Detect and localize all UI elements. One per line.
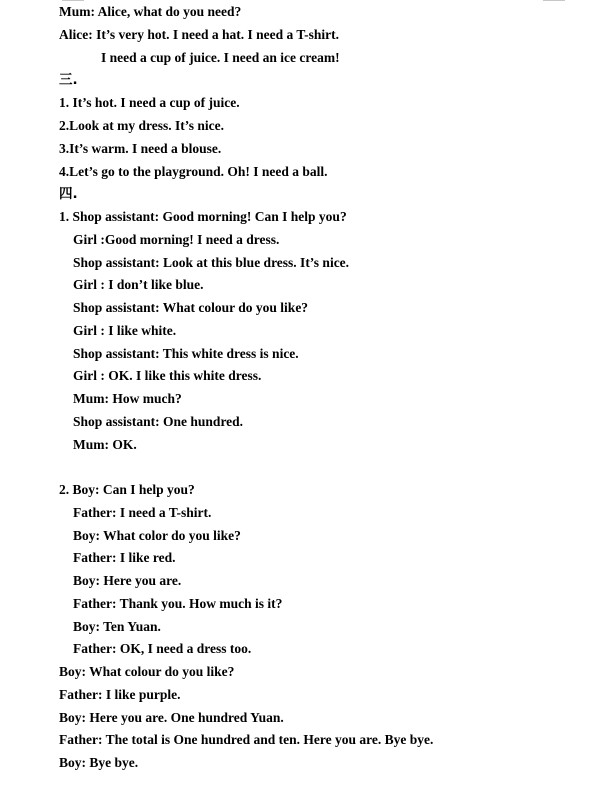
text-line: Mum: Alice, what do you need?: [59, 4, 242, 19]
text-line: Boy: Here you are. One hundred Yuan.: [59, 710, 284, 725]
text-line: Mum: How much?: [73, 391, 182, 406]
header-rule-left: [62, 0, 84, 1]
text-line: Shop assistant: Look at this blue dress. It’s nice.: [73, 255, 350, 270]
text-line: Girl : I don’t like blue.: [73, 277, 204, 292]
text-line: Boy: Ten Yuan.: [73, 619, 161, 634]
text-line: 4.Let’s go to the playground. Oh! I need a ball.: [59, 164, 328, 179]
text-line: 1. It’s hot. I need a cup of juice.: [59, 95, 240, 110]
text-line: I need a cup of juice. I need an ice cream!: [101, 50, 340, 65]
text-line: Shop assistant: One hundred.: [73, 414, 244, 429]
text-line: Father: I like purple.: [59, 687, 181, 702]
text-line: Shop assistant: This white dress is nice.: [73, 346, 299, 361]
text-line: Father: I need a T-shirt.: [73, 505, 212, 520]
text-line: Father: Thank you. How much is it?: [73, 596, 283, 611]
text-line: Boy: What colour do you like?: [59, 664, 235, 679]
text-line: Father: OK, I need a dress too.: [73, 641, 252, 656]
text-line: Girl : I like white.: [73, 323, 177, 338]
text-line: 2. Boy: Can I help you?: [59, 482, 195, 497]
section-heading: 三.: [59, 72, 78, 88]
text-line: Mum: OK.: [73, 437, 137, 452]
text-line: Father: The total is One hundred and ten. Here you are. Bye bye.: [59, 732, 434, 747]
section-heading: 四.: [59, 186, 78, 202]
text-line: Boy: Here you are.: [73, 573, 182, 588]
text-line: 1. Shop assistant: Good morning! Can I help you?: [59, 209, 347, 224]
text-line: Boy: What color do you like?: [73, 528, 241, 543]
text-line: Father: I like red.: [73, 550, 176, 565]
text-line: Girl :Good morning! I need a dress.: [73, 232, 280, 247]
text-line: 3.It’s warm. I need a blouse.: [59, 141, 222, 156]
text-line: Shop assistant: What colour do you like?: [73, 300, 309, 315]
text-line: 2.Look at my dress. It’s nice.: [59, 118, 224, 133]
header-rule-right: [543, 0, 565, 1]
text-line: Boy: Bye bye.: [59, 755, 139, 770]
text-line: Girl : OK. I like this white dress.: [73, 368, 262, 383]
text-line: Alice: It’s very hot. I need a hat. I need a T-shirt.: [59, 27, 339, 42]
